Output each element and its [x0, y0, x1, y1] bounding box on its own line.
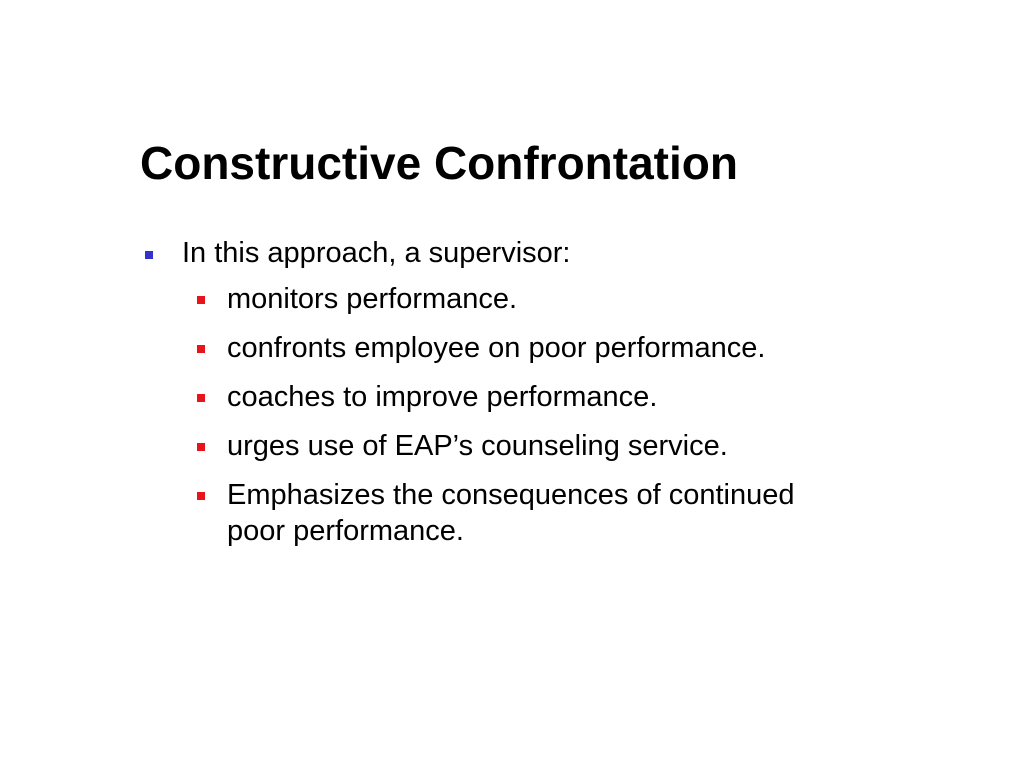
square-bullet-icon: [197, 443, 205, 451]
bullet-text: In this approach, a supervisor:: [182, 237, 571, 269]
sub-bullet-list: [140, 281, 920, 549]
sub-bullet-item: [140, 330, 827, 366]
sub-bullet-text: urges use of EAP’s counseling service.: [227, 430, 728, 462]
square-bullet-icon: [197, 394, 205, 402]
sub-bullet-text: monitors performance.: [227, 283, 518, 315]
sub-bullet-text: Emphasizes the consequences of continued poor performance.: [227, 479, 795, 547]
square-bullet-icon: [145, 251, 153, 259]
sub-bullet-text: coaches to improve performance.: [227, 381, 658, 413]
sub-bullet-item: [140, 379, 827, 415]
square-bullet-icon: [197, 296, 205, 304]
sub-bullet-text: confronts employee on poor performance.: [227, 332, 766, 364]
square-bullet-icon: [197, 345, 205, 353]
sub-bullet-item: [140, 281, 827, 317]
slide-title: Constructive Confrontation: [140, 137, 738, 189]
bullet-list: [140, 235, 920, 562]
sub-bullet-item: [140, 477, 827, 549]
square-bullet-icon: [197, 492, 205, 500]
sub-bullet-item: [140, 428, 827, 464]
bullet-item: [140, 235, 920, 271]
